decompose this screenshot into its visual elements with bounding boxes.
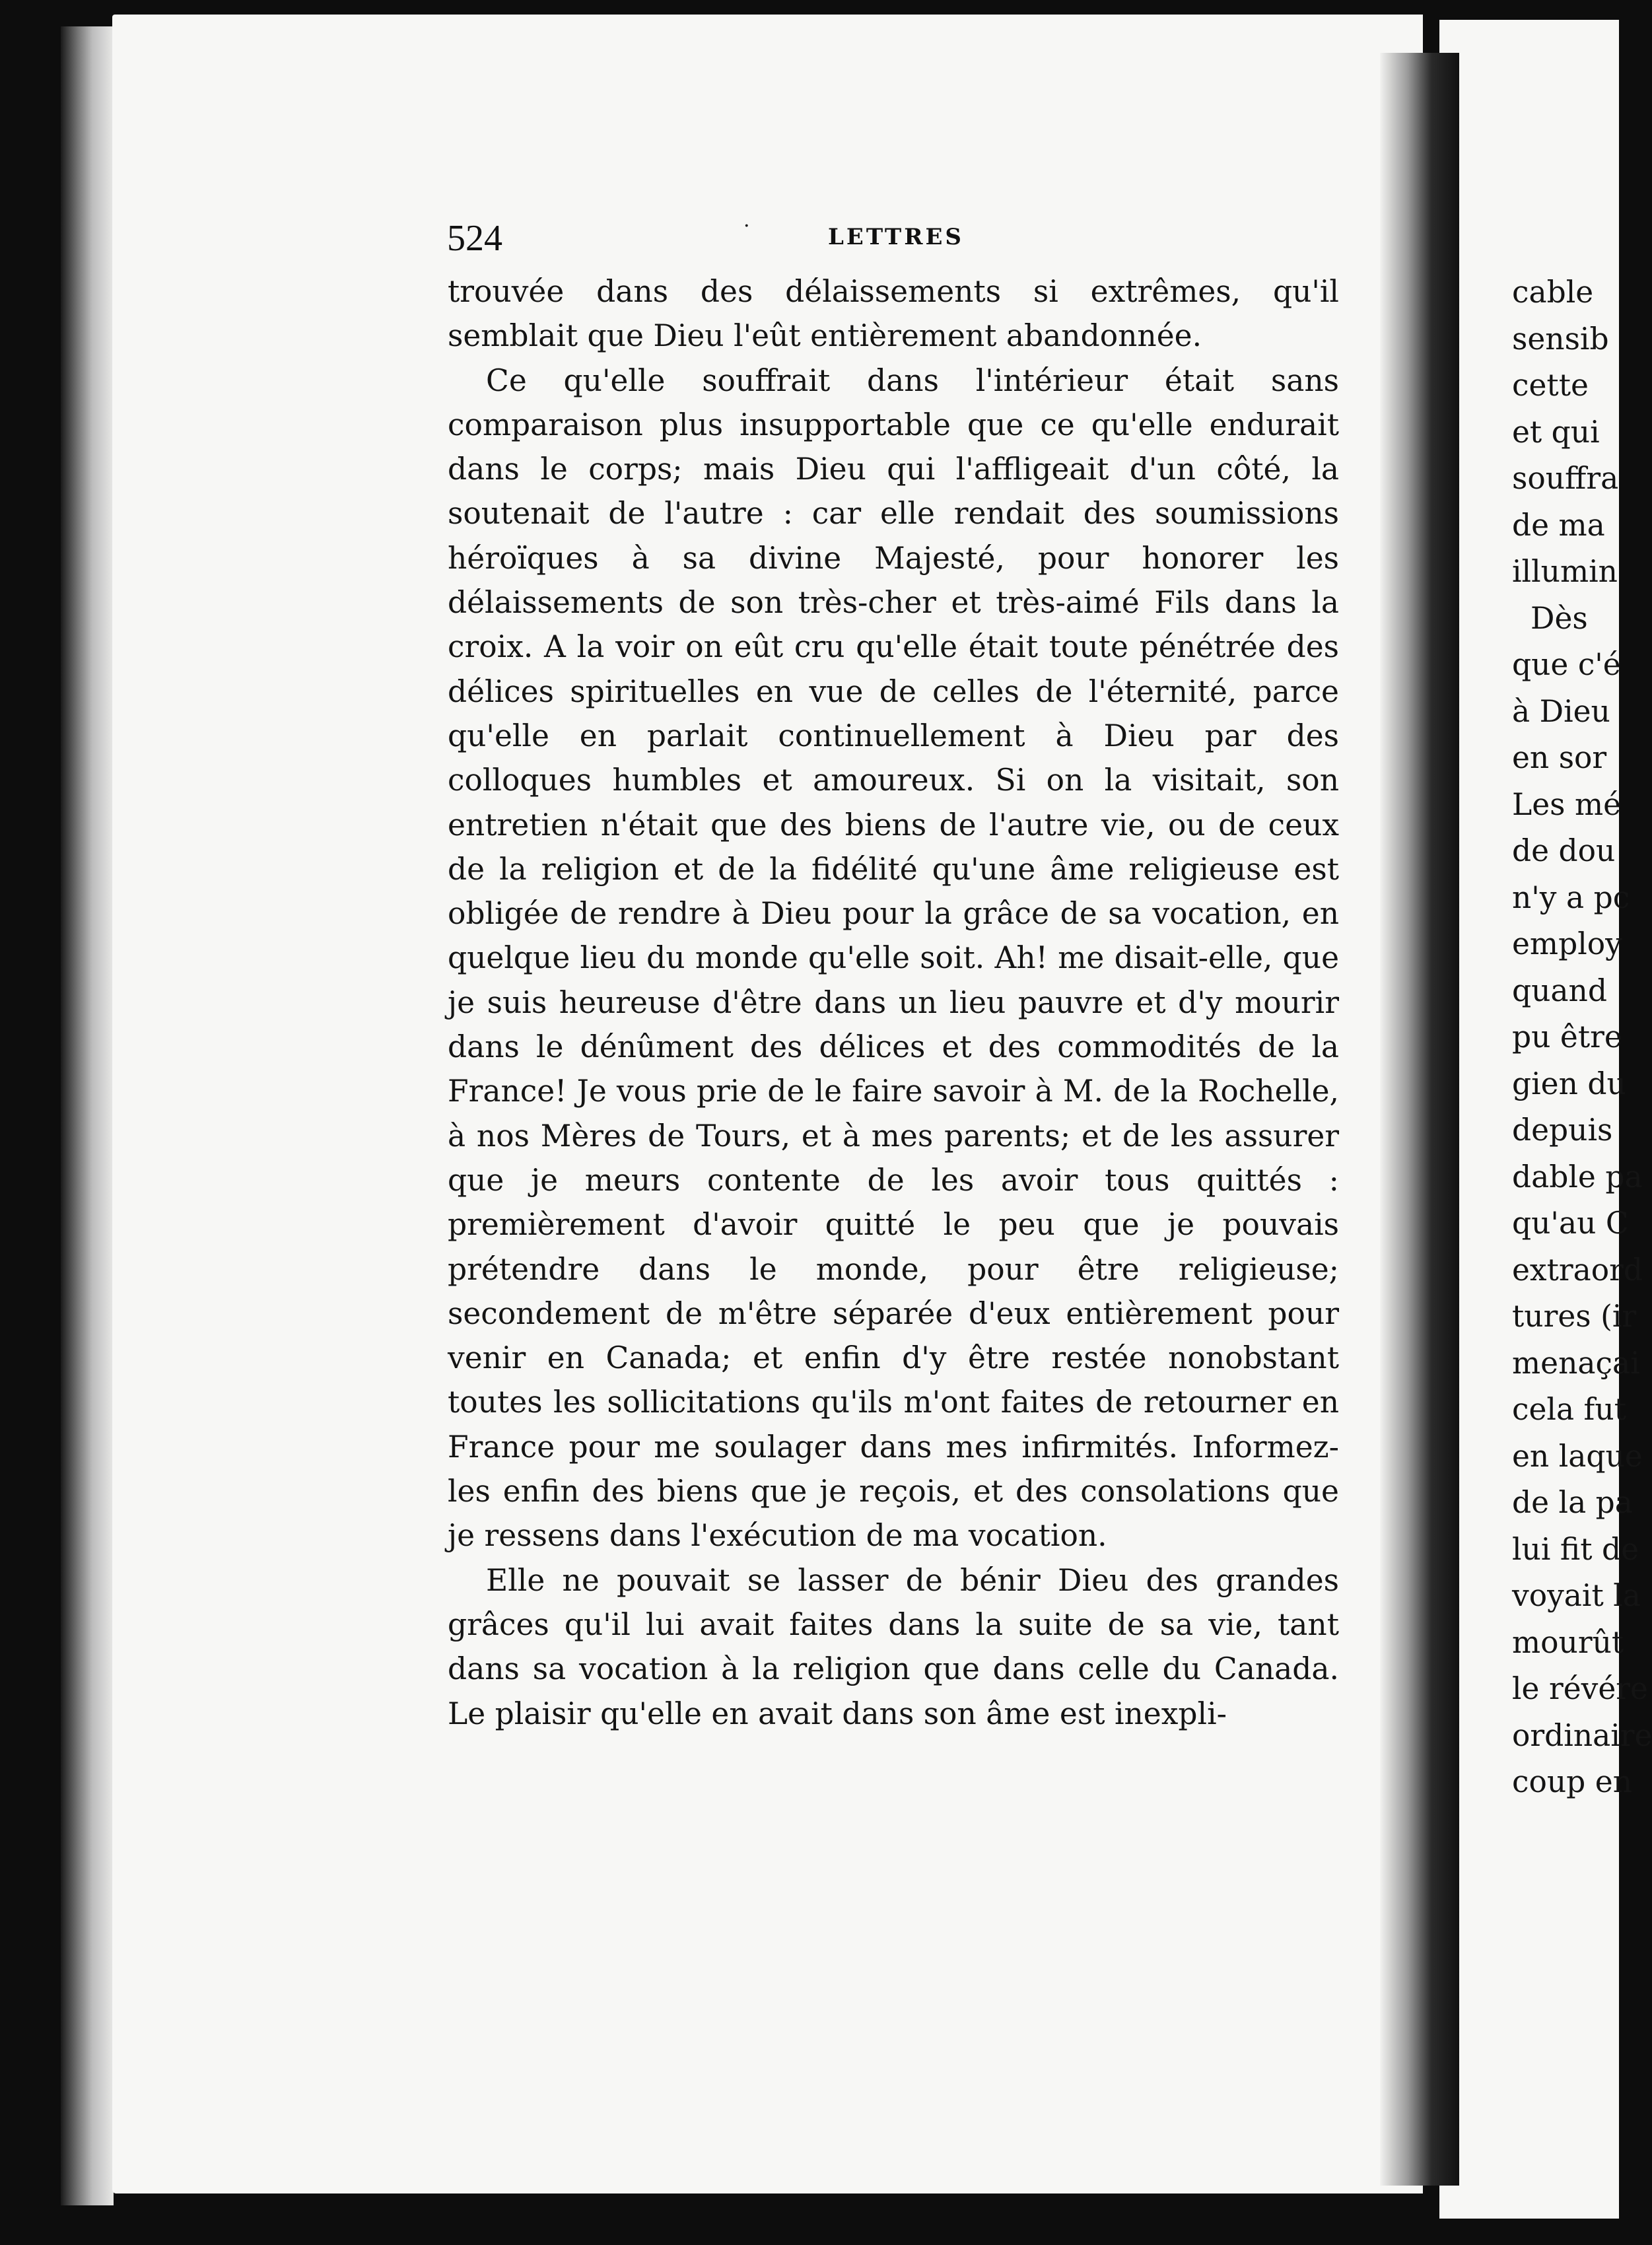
right-page-line: cette <box>1512 368 1589 403</box>
right-page-line: lui fit de <box>1512 1531 1639 1567</box>
right-page-line: ordinaire <box>1512 1717 1652 1753</box>
header-title: LETTRES <box>828 224 964 250</box>
right-page-line: voyait la <box>1512 1578 1641 1613</box>
right-page-line: le révére <box>1512 1671 1648 1706</box>
right-page-line: pu être <box>1512 1019 1622 1054</box>
right-page-line: n'y a pc <box>1512 880 1630 915</box>
right-page-line: Dès <box>1531 600 1588 636</box>
right-page-line: sensib <box>1512 321 1609 357</box>
right-page-line: Les mé <box>1512 786 1622 822</box>
right-page-line: coup en <box>1512 1764 1632 1799</box>
right-page-line: cela fut <box>1512 1392 1626 1427</box>
right-page-line: employ <box>1512 926 1622 961</box>
right-page-line: dable pa <box>1512 1159 1643 1194</box>
right-page-line: et qui <box>1512 414 1600 450</box>
right-page-line: illumin <box>1512 554 1618 589</box>
right-page-line: en laque <box>1512 1438 1643 1474</box>
left-page-edge <box>61 26 114 2205</box>
right-page-line: souffra <box>1512 461 1619 496</box>
right-page-line: que c'é <box>1512 647 1621 682</box>
right-page-text <box>1512 269 1652 1806</box>
right-page-line: de la pa <box>1512 1485 1633 1520</box>
paragraph: Elle ne pouvait se lasser de bénir Dieu des grandes grâces qu'il lui avait faites dans la suite de sa vie, tant dans sa vocation à la religion que dans celle du Canada. Le plaisir qu'elle en avait dans son âme est inexpli- <box>448 1562 1339 1731</box>
right-page-line: gien du <box>1512 1066 1626 1101</box>
right-page-line: quand <box>1512 973 1607 1008</box>
right-page-line: mourût <box>1512 1624 1624 1660</box>
paragraph: Ce qu'elle souffrait dans l'intérieur était sans comparaison plus insupportable que ce qu'elle endurait dans le corps; mais Dieu qui l'affligeait d'un côté, la soutenait de l'autre : car elle rendait des soumissions héroïques à sa divine Majesté, pour honorer les délaissements de son très-cher et très-aimé Fils dans la croix. A la voir on eût cru qu'elle était toute pénétrée des délices spirituelles en vue de celles de l'éternité, parce qu'elle en parlait continuellement à Dieu par des colloques humbles et amoureux. Si on la visitait, son entretien n'était que des biens de l'autre vie, ou de ceux de la religion et de la fidélité qu'une âme religieuse est obligée de rendre à Dieu pour la grâce de sa vocation, en quelque lieu du monde qu'elle soit. Ah! me disait-elle, que je suis heureuse d'être dans un lieu pauvre et d'y mourir dans le dénûment des délices et des commodités de la France! Je vous prie de le faire savoir à M. de la Rochelle, à nos Mères de Tours, et à mes parents; et de les assurer que je meurs contente de les avoir tous quittés : premièrement d'avoir quitté le peu que je pouvais prétendre dans le monde, pour être religieuse; secondement de m'être séparée d'eux entièrement pour venir en Canada; et enfin d'y être restée nonobstant toutes les sollicitations qu'ils m'ont faites de retourner en France pour me soulager dans mes infirmités. Informez-les enfin des biens que je reçois, et des consolations que je ressens dans l'exécution de ma vocation. <box>448 363 1339 1554</box>
right-page-line: depuis <box>1512 1113 1613 1148</box>
right-page-line: qu'au C <box>1512 1206 1629 1241</box>
right-page-line: menaçai <box>1512 1345 1640 1381</box>
page-number: 524 <box>447 218 502 259</box>
right-page-line: de ma <box>1512 507 1605 543</box>
book-gutter <box>1380 53 1459 2186</box>
paragraph-continuation: trouvée dans des délaissements si extrêmes, qu'il semblait que Dieu l'eût entièrement abandonnée. <box>448 274 1339 354</box>
right-page-line: extraord <box>1512 1252 1643 1288</box>
right-page-line: tures (ir <box>1512 1299 1637 1334</box>
right-page-line: de dou <box>1512 833 1616 868</box>
header-dot: · <box>743 215 750 238</box>
right-page-line: cable <box>1512 275 1594 310</box>
right-page-line: à Dieu <box>1512 693 1610 729</box>
body-text <box>448 269 1339 1736</box>
right-page-line: en sor <box>1512 740 1607 775</box>
